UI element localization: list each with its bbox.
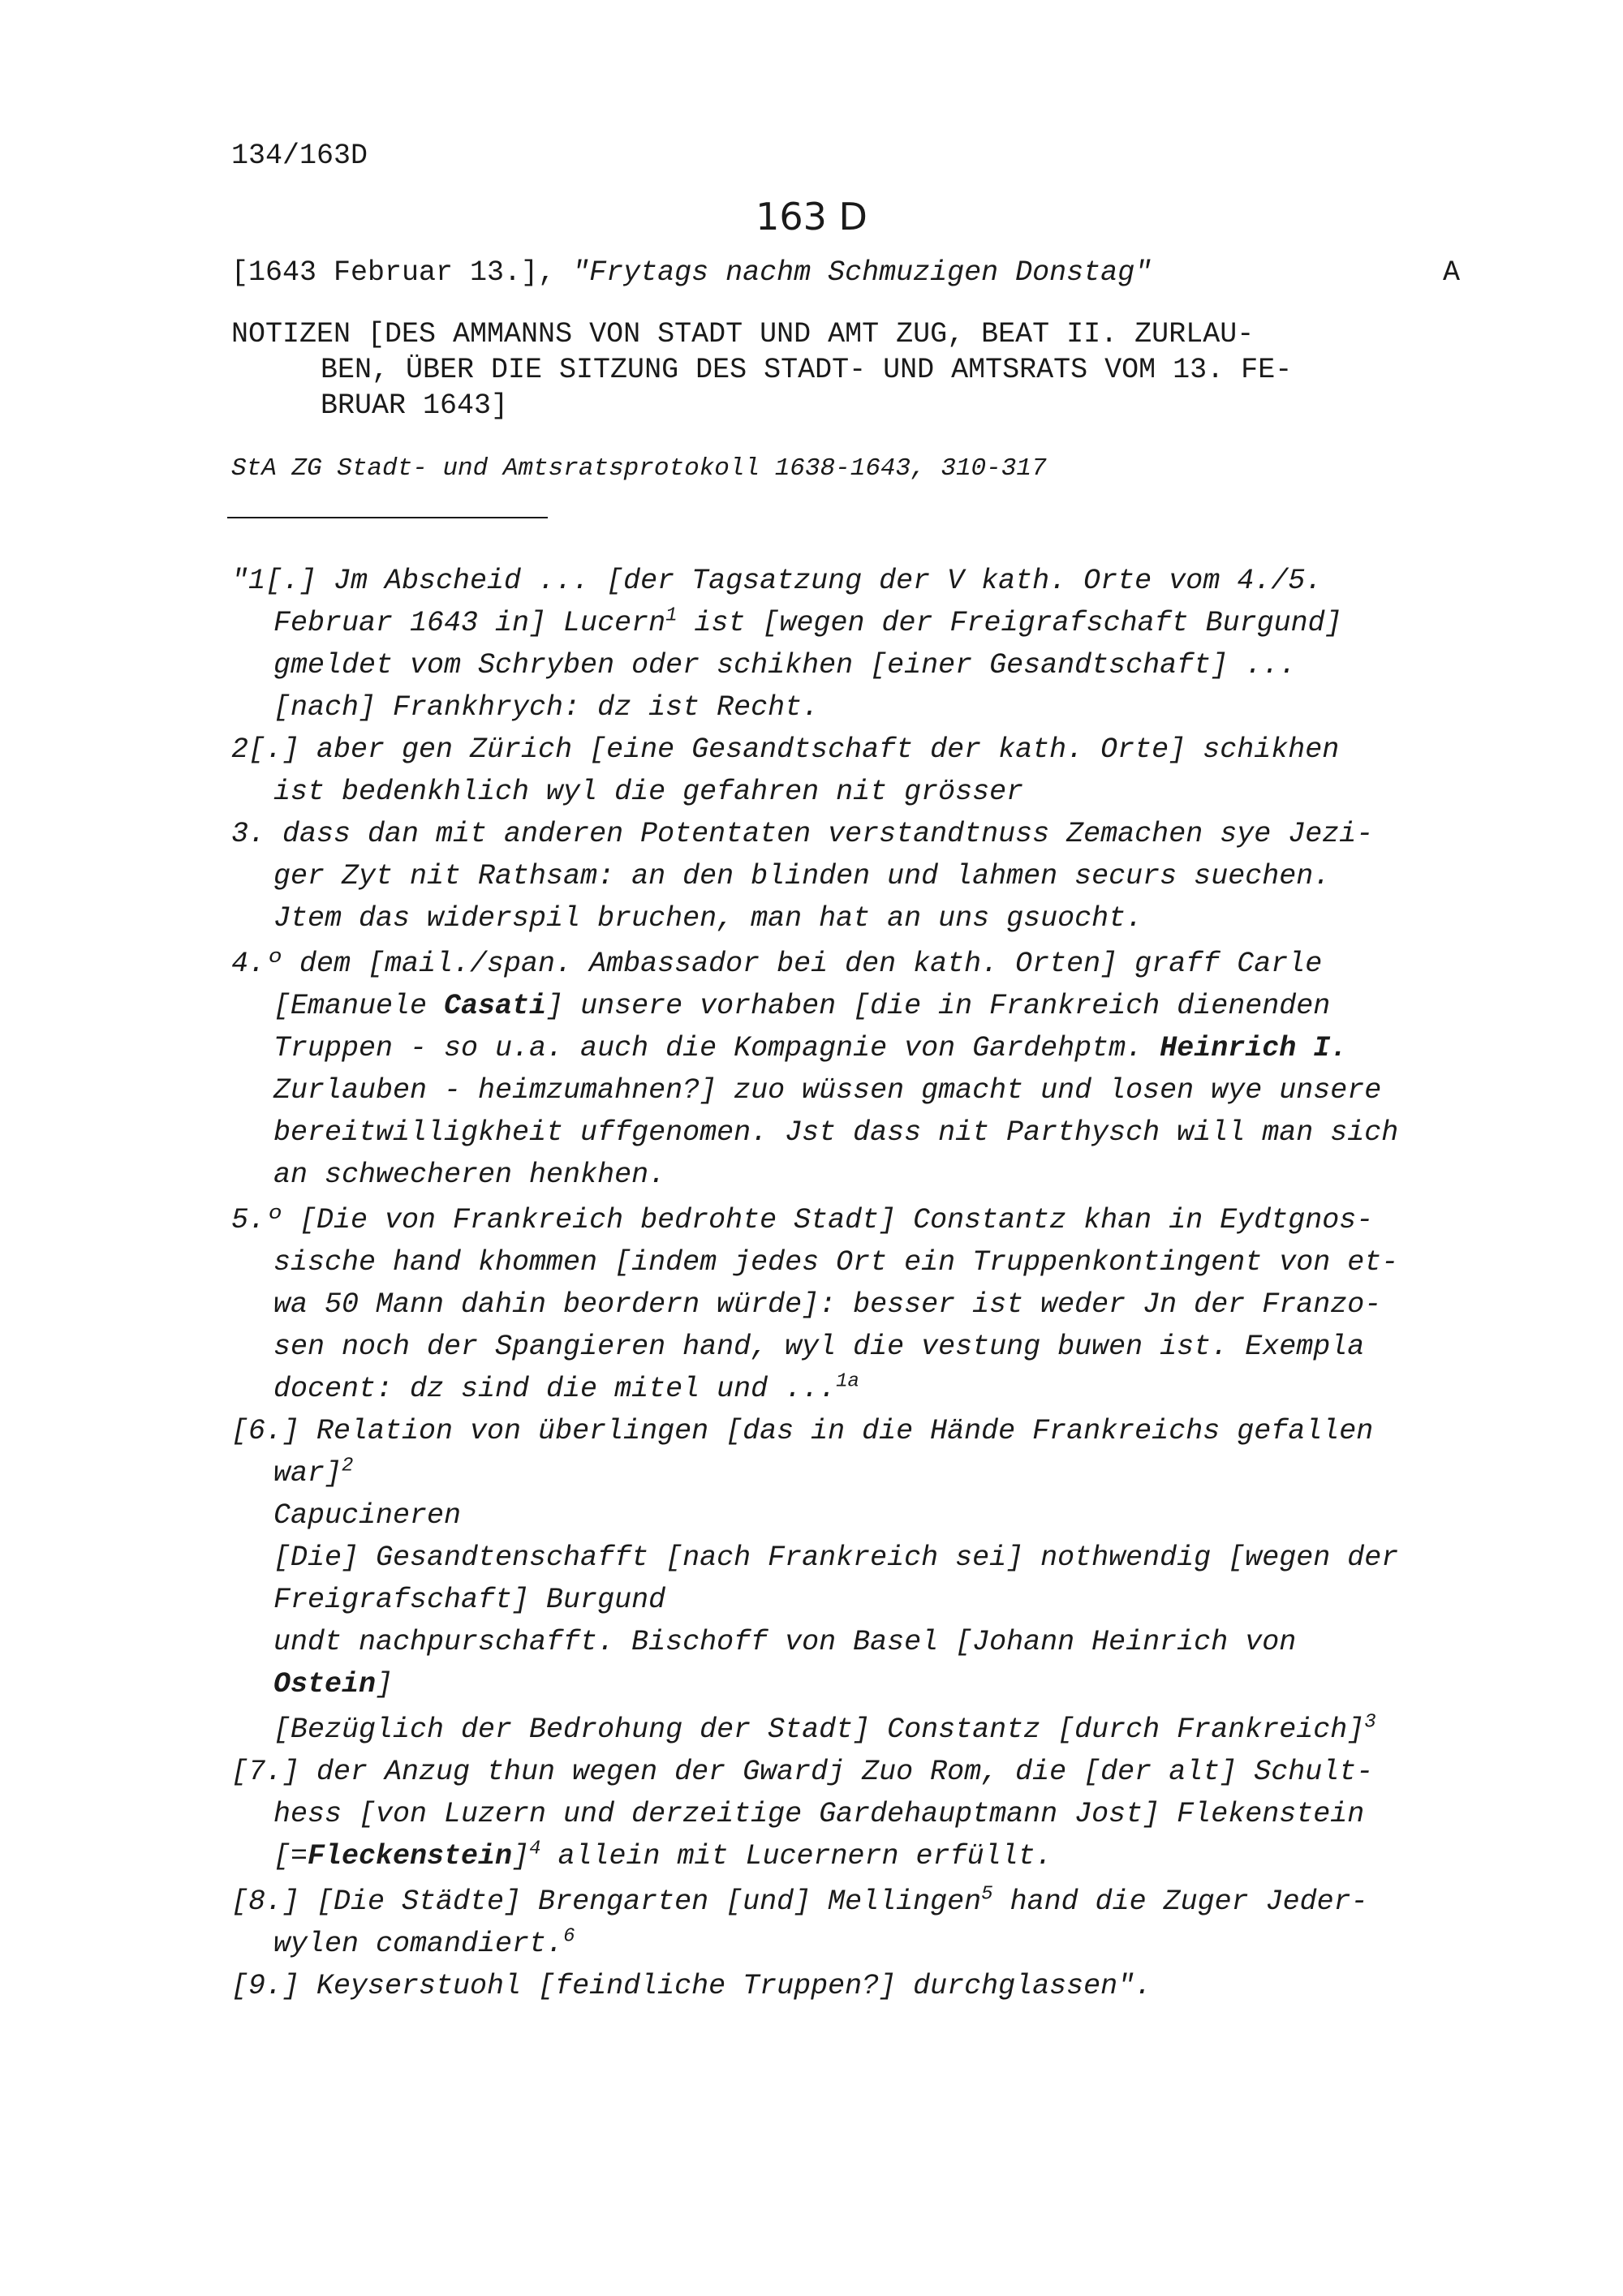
text-line: 2[.] aber gen Zürich [eine Gesandtschaft der kath. Orte] schikhen	[231, 733, 1340, 766]
text-span: Februar 1643 in] Lucern	[273, 607, 666, 639]
footnote-marker: 5	[981, 1883, 993, 1906]
text-line: 3. dass dan mit anderen Potentaten verstandtnuss Zemachen sye Jezi-	[231, 818, 1374, 850]
footnote-marker: 1a	[836, 1370, 859, 1393]
text-line	[231, 1923, 1497, 1965]
date-text: [1643 Februar 13.],	[231, 256, 573, 289]
text-line: ger Zyt nit Rathsam: an den blinden und lahmen securs suechen.	[273, 860, 1331, 892]
text-span: wylen comandiert.	[273, 1928, 564, 1960]
person-name: Ostein	[273, 1668, 377, 1701]
title-line: BRUAR 1643]	[321, 389, 509, 422]
text-line	[231, 1835, 1497, 1877]
text-line: Jtem das widerspil bruchen, man hat an uns gsuocht.	[273, 902, 1143, 935]
footnote-marker: 4	[529, 1838, 541, 1860]
person-name: Fleckenstein	[308, 1840, 513, 1872]
separator-rule	[227, 517, 548, 518]
text-line	[231, 1452, 1497, 1494]
text-line: wa 50 Mann dahin beordern würde]: besser ist weder Jn der Franzo-	[273, 1288, 1382, 1321]
text-line: ist bedenkhlich wyl die gefahren nit grösser	[273, 776, 1024, 808]
text-line	[231, 985, 1497, 1027]
text-line	[231, 1663, 1497, 1705]
text-line: [7.] der Anzug thun wegen der Gwardj Zuo Rom, die [der alt] Schult-	[231, 1756, 1374, 1788]
text-span: ]	[512, 1840, 530, 1872]
page-identifier: 134/163D	[231, 140, 368, 172]
text-line	[231, 1881, 1497, 1923]
version-label: A	[1443, 256, 1461, 289]
footnote-marker: 6	[563, 1925, 575, 1948]
text-line: Capucineren	[273, 1499, 462, 1532]
date-quote: "Frytags nachm Schmuzigen Donstag"	[572, 256, 1152, 289]
text-line: sen noch der Spangieren hand, wyl die vestung buwen ist. Exempla	[273, 1331, 1365, 1363]
text-line: hess [von Luzern und derzeitige Gardehauptmann Jost] Flekenstein	[273, 1798, 1365, 1830]
footnote-marker: 3	[1364, 1711, 1376, 1734]
text-span: ]	[376, 1668, 394, 1701]
text-line: "1[.] Jm Abscheid ... [der Tagsatzung der V kath. Orte vom 4./5.	[231, 565, 1323, 597]
text-span: allein mit Lucernern erfüllt.	[540, 1840, 1053, 1872]
text-span: ] unsere vorhaben [die in Frankreich dienenden	[546, 990, 1331, 1022]
text-line: 4.º dem [mail./span. Ambassador bei den kath. Orten] graff Carle	[231, 948, 1323, 980]
text-line: [9.] Keyserstuohl [feindliche Truppen?] durchglassen".	[231, 1970, 1152, 2002]
text-line: [6.] Relation von überlingen [das in die Hände Frankreichs gefallen	[231, 1415, 1374, 1447]
source-reference: StA ZG Stadt- und Amtsratsprotokoll 1638-1643, 310-317	[231, 454, 1047, 483]
footnote-marker: 1	[665, 604, 678, 627]
text-span: [=	[273, 1840, 308, 1872]
text-line: gmeldet vom Schryben oder schikhen [einer Gesandtschaft] ...	[273, 649, 1297, 681]
title-line: NOTIZEN [DES AMMANNS VON STADT UND AMT ZUG, BEAT II. ZURLAU-	[231, 318, 1255, 350]
text-line: [Die] Gesandtenschafft [nach Frankreich sei] nothwendig [wegen der	[273, 1541, 1399, 1574]
text-line: 5.º [Die von Frankreich bedrohte Stadt] Constantz khan in Eydtgnos-	[231, 1204, 1374, 1236]
text-span: Truppen - so u.a. auch die Kompagnie von Gardehptm.	[273, 1032, 1160, 1064]
text-line: undt nachpurschafft. Bischoff von Basel [Johann Heinrich von	[273, 1626, 1297, 1658]
person-name: Heinrich I.	[1160, 1032, 1348, 1064]
text-line: Zurlauben - heimzumahnen?] zuo wüssen gmacht und losen wye unsere	[273, 1074, 1382, 1107]
document-title	[231, 316, 1473, 424]
text-line	[231, 602, 1497, 644]
text-line: Freigrafschaft] Burgund	[273, 1584, 666, 1616]
footnote-marker: 2	[342, 1455, 354, 1477]
text-line: bereitwilligkheit uffgenomen. Jst dass nit Parthysch will man sich	[273, 1116, 1399, 1149]
text-span: [8.] [Die Städte] Brengarten [und] Mellingen	[231, 1885, 982, 1918]
document-number: 163 D	[756, 195, 867, 239]
text-line: [nach] Frankhrych: dz ist Recht.	[273, 691, 820, 724]
text-span: docent: dz sind die mitel und ...	[273, 1373, 837, 1405]
date-line	[231, 256, 1152, 289]
title-line: BEN, ÜBER DIE SITZUNG DES STADT- UND AMTSRATS VOM 13. FE-	[321, 354, 1293, 386]
text-span: [Bezüglich der Bedrohung der Stadt] Constantz [durch Frankreich]	[273, 1713, 1365, 1746]
text-span: ist [wegen der Freigrafschaft Burgund]	[677, 607, 1342, 639]
text-line	[231, 1709, 1497, 1751]
text-line: sische hand khommen [indem jedes Ort ein Truppenkontingent von et-	[273, 1246, 1399, 1279]
text-span: hand die Zuger Jeder-	[992, 1885, 1368, 1918]
text-line	[231, 1027, 1497, 1069]
text-line: an schwecheren henkhen.	[273, 1159, 666, 1191]
text-line	[231, 1368, 1497, 1410]
transcription-body	[231, 560, 1497, 2007]
text-span: war]	[273, 1457, 342, 1490]
person-name: Casati	[444, 990, 547, 1022]
text-span: [Emanuele	[273, 990, 445, 1022]
